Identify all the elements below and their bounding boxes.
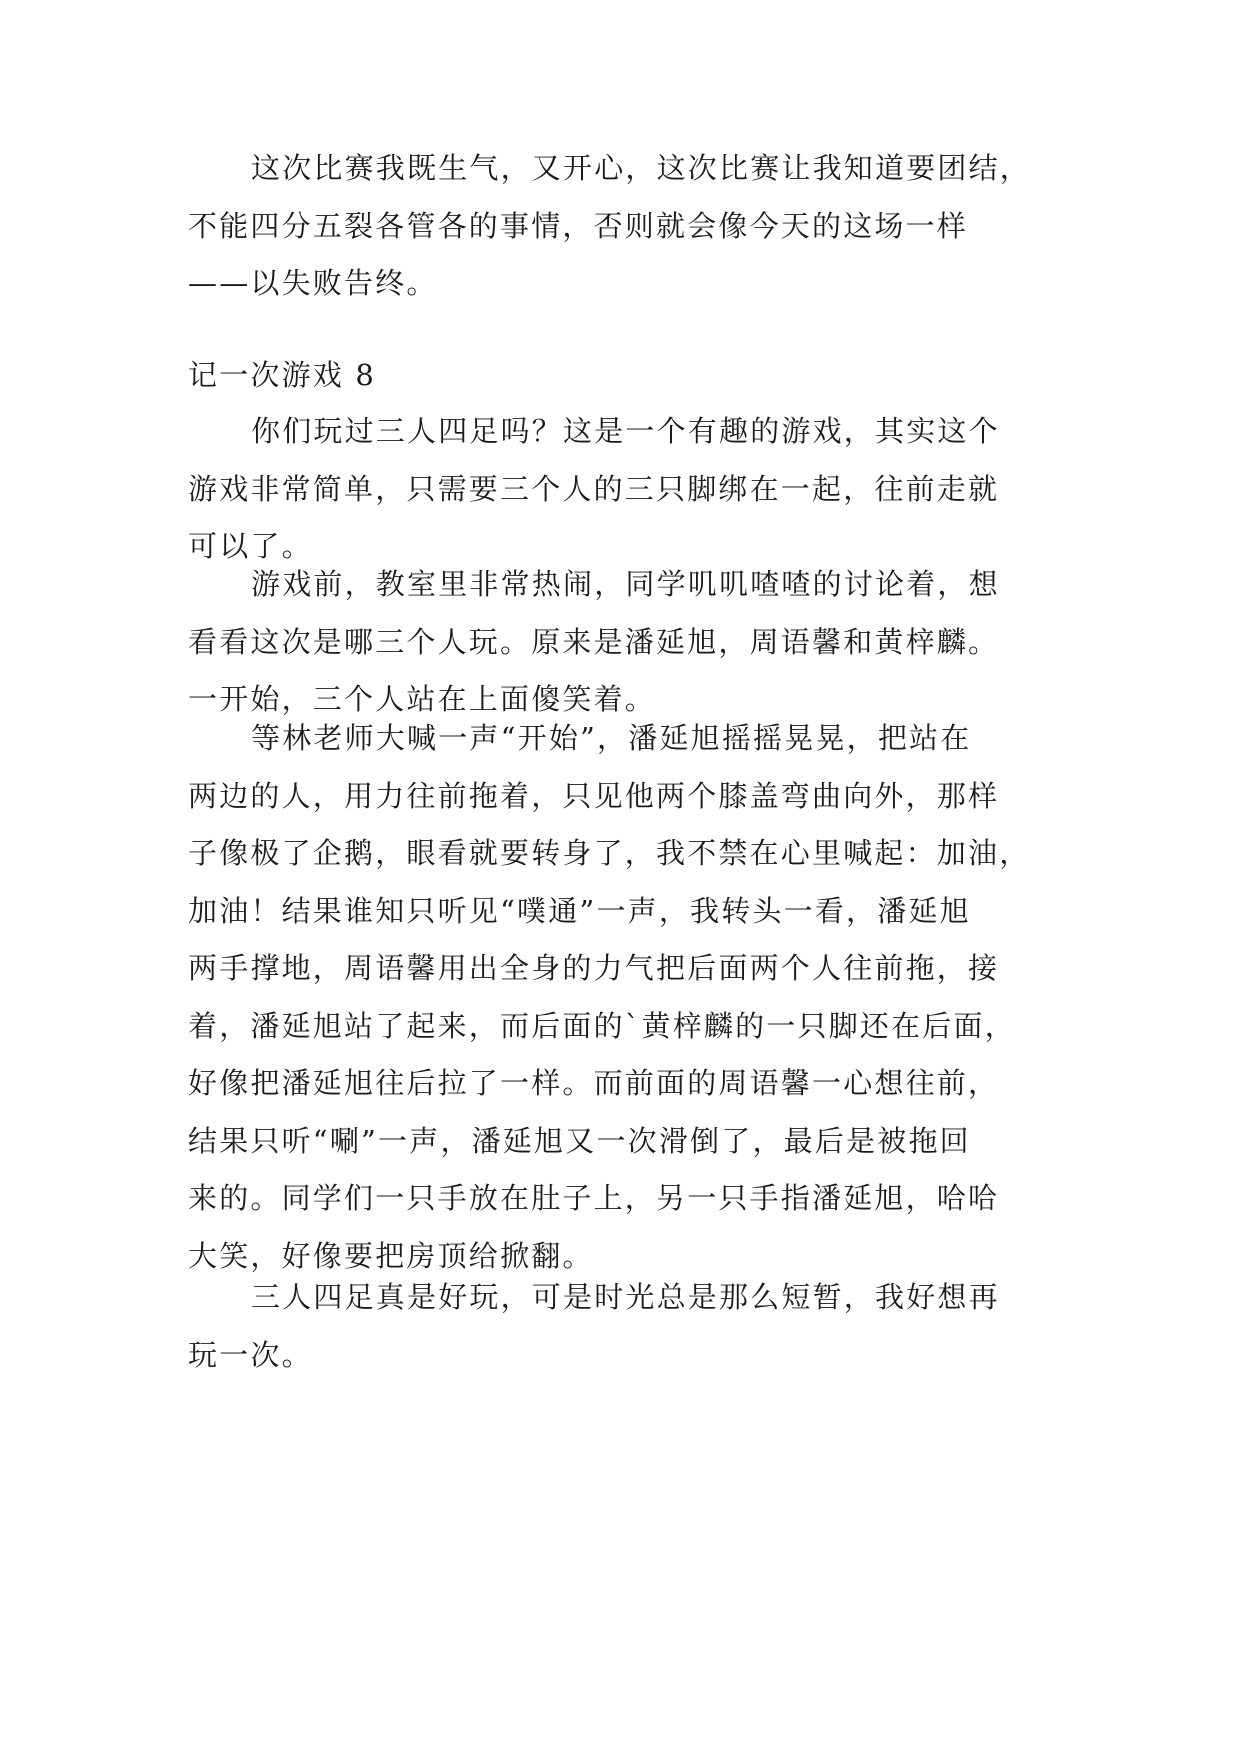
paragraph-line: 一开始，三个人站在上面傻笑着。 [188, 682, 657, 716]
story-paragraph-4 [188, 1269, 1058, 1384]
paragraph-line: 游戏前，教室里非常热闹，同学叽叽喳喳的讨论着，想 [251, 567, 1000, 601]
paragraph-line: 两手撑地，周语馨用出全身的力气把后面两个人往前拖，接 [188, 951, 1000, 985]
paragraph-line: 看看这次是哪三个人玩。原来是潘延旭，周语馨和黄梓麟。 [188, 624, 1000, 659]
intro-paragraph [188, 140, 1058, 313]
paragraph-line: 着，潘延旭站了起来，而后面的`黄梓麟的一只脚还在后面， [188, 1008, 1016, 1043]
story-paragraph-3 [188, 710, 1058, 1285]
paragraph-line: 你们玩过三人四足吗？这是一个有趣的游戏，其实这个 [251, 414, 1000, 448]
paragraph-line: 等林老师大喊一声“开始”，潘延旭摇摇晃晃，把站在 [251, 721, 972, 755]
paragraph-line: 好像把潘延旭往后拉了一样。而前面的周语馨一心想往前， [188, 1066, 1000, 1100]
paragraph-line: 结果只听“唰”一声，潘延旭又一次滑倒了，最后是被拖回 [188, 1123, 971, 1158]
paragraph-line: 子像极了企鹅，眼看就要转身了，我不禁在心里喊起：加油， [188, 836, 1031, 870]
story-paragraph-2 [188, 556, 1058, 729]
paragraph-line: 不能四分五裂各管各的事情，否则就会像今天的这场一样 [188, 208, 969, 243]
story-paragraph-1 [188, 403, 1058, 576]
heading-text: 记一次游戏 8 [188, 358, 377, 392]
paragraph-line: 可以了。 [188, 529, 313, 563]
paragraph-line: 这次比赛我既生气，又开心，这次比赛让我知道要团结， [251, 151, 1032, 185]
paragraph-line: 游戏非常简单，只需要三个人的三只脚绑在一起，往前走就 [188, 471, 1000, 506]
paragraph-line: 玩一次。 [188, 1337, 313, 1372]
paragraph-line: 三人四足真是好玩，可是时光总是那么短暂，我好想再 [251, 1280, 1000, 1314]
paragraph-line: 来的。同学们一只手放在肚子上，另一只手指潘延旭，哈哈 [188, 1181, 1000, 1215]
section-heading [188, 347, 1058, 405]
paragraph-line: 大笑，好像要把房顶给掀翻。 [188, 1238, 594, 1273]
paragraph-line: ——以失败告终。 [188, 266, 438, 300]
paragraph-line: 加油！结果谁知只听见“噗通”一声，我转头一看，潘延旭 [188, 893, 971, 928]
paragraph-line: 两边的人，用力往前拖着，只见他两个膝盖弯曲向外，那样 [188, 778, 1000, 813]
